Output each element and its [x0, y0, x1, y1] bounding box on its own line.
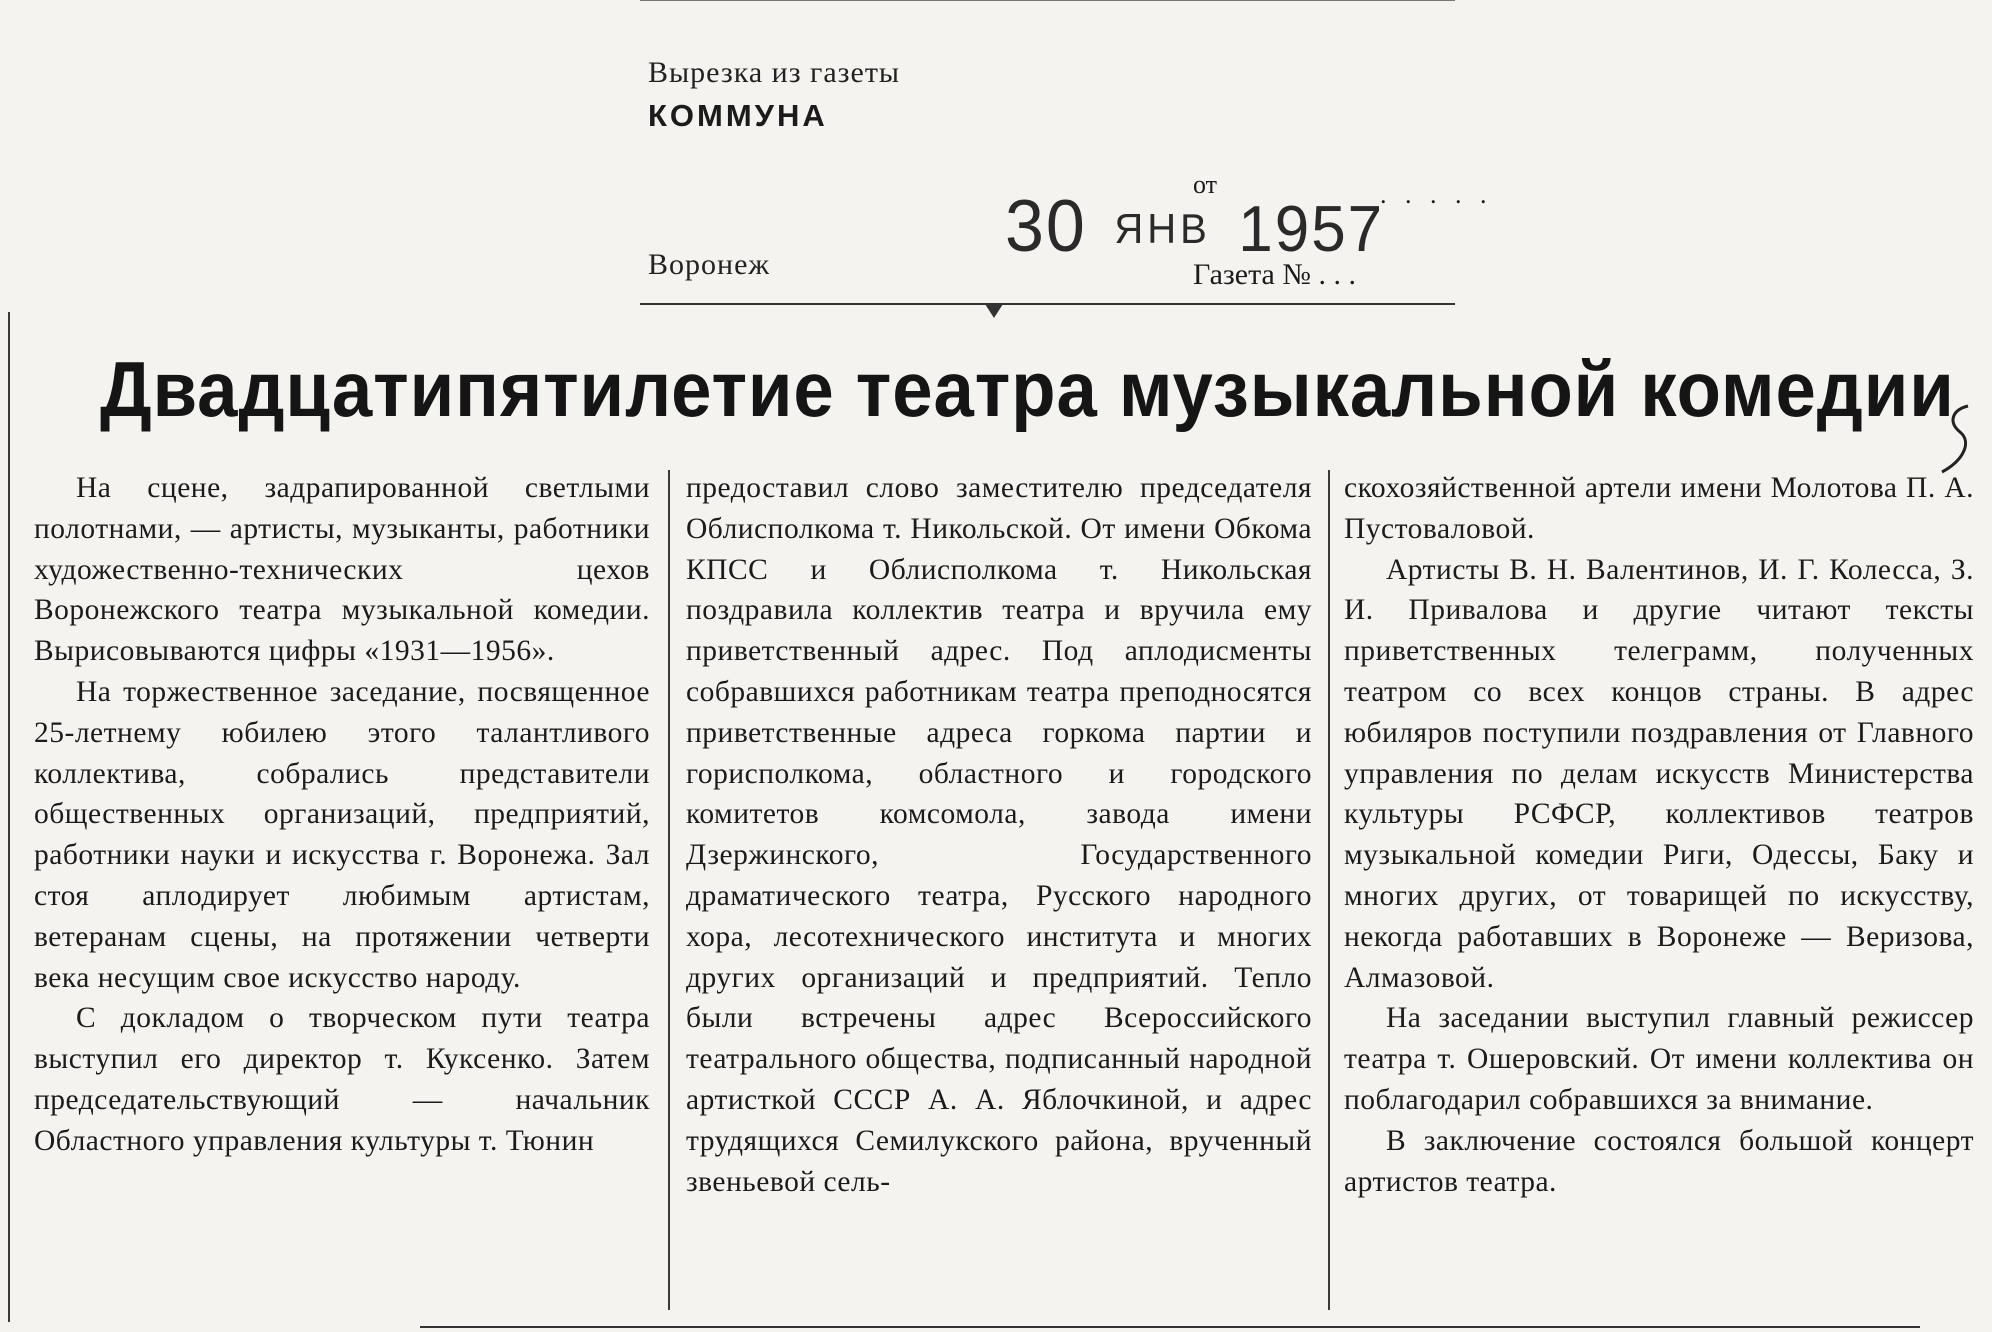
paragraph: На торжественное заседание, посвященное 25-летнему юбилею этого талантливого коллектива, собрались представители общественных организаций, предприятий, работники науки и искусства г. Воронежа. Зал стоя аплодирует любимым артистам, ветеранам сцены, на протяжении четверти века несущим свое искусство народу. — [34, 675, 650, 994]
paragraph: предоставил слово заместителю председателя Облисполкома т. Никольской. От имени Обкома КПСС и Облисполкома т. Никольская поздравила коллектив театра и вручила ему приветственный адрес. Под аплодисменты собравшихся работникам театра преподносятся приветственные адреса горкома партии и горисполкома, областного и городского комитетов комсомола, завода имени Дзержинского, Государственного драматического театра, Русского народного хора, лесотехнического института и многих других организаций и предприятий. Тепло были встречены адрес Всероссийского театрального общества, подписанный народной артисткой СССР А. А. Яблочкиной, и адрес трудящихся Семилукского района, врученный звеньевой сель- — [686, 472, 1312, 1198]
date-from-label: от — [1193, 170, 1218, 199]
date-year: 1957 — [1238, 193, 1385, 266]
paragraph: С докладом о творческом пути театра выступил его директор т. Куксенко. Затем председательствующий — начальник Областного управления культуры т. Тюнин — [34, 1002, 650, 1157]
bottom-rule — [420, 1326, 1920, 1328]
date-day: 30 — [1005, 185, 1087, 267]
paragraph: Артисты В. Н. Валентинов, И. Г. Колесса, З. И. Привалова и другие читают тексты приветственных телеграмм, полученных театром со всех концов страны. В адрес юбиляров поступили поздравления от Главного управления по делам искусств Министерства культуры РСФСР, коллективов театров музыкальной комедии Риги, Одессы, Баку и многих других, от товарищей по искусству, некогда работавших в Воронеже — Веризова, Алмазовой. — [1344, 553, 1974, 994]
paragraph: На заседании выступил главный режиссер театра т. Ошеровский. От имени коллектива он поблагодарил собравшихся за внимание. — [1344, 1002, 1974, 1116]
issue-number-label: Газета № . . . — [1193, 258, 1356, 291]
article-column-1 — [34, 468, 650, 1308]
rule-marker-icon — [985, 304, 1003, 318]
clipping-source-label: Вырезка из газеты — [648, 56, 901, 89]
top-rule — [640, 0, 1455, 1]
article-headline: Двадцатипятилетие театра музыкальной комедии — [100, 345, 1955, 433]
column-divider-2 — [1328, 470, 1330, 1310]
date-stamp — [1005, 184, 1384, 268]
paragraph: В заключение состоялся большой концерт артистов театра. — [1344, 1124, 1974, 1198]
article-column-2 — [686, 468, 1312, 1308]
column-divider-1 — [668, 470, 670, 1310]
pencil-mark-icon — [1938, 402, 1978, 482]
newspaper-name: КОММУНА — [648, 98, 828, 133]
stamp-rule — [640, 303, 1455, 305]
left-border — [8, 312, 10, 1322]
city-label: Воронеж — [648, 248, 771, 281]
article-column-3 — [1344, 468, 1974, 1308]
paragraph: скохозяйственной артели имени Молотова П. А. Пустоваловой. — [1344, 472, 1974, 545]
date-month: ЯНВ — [1114, 205, 1211, 253]
date-dots: . . . . . — [1380, 180, 1493, 209]
paragraph: На сцене, задрапированной светлыми полотнами, — артисты, музыканты, работники художественно-технических цехов Воронежского театра музыкальной комедии. Вырисовываются цифры «1931—1956». — [34, 472, 650, 668]
